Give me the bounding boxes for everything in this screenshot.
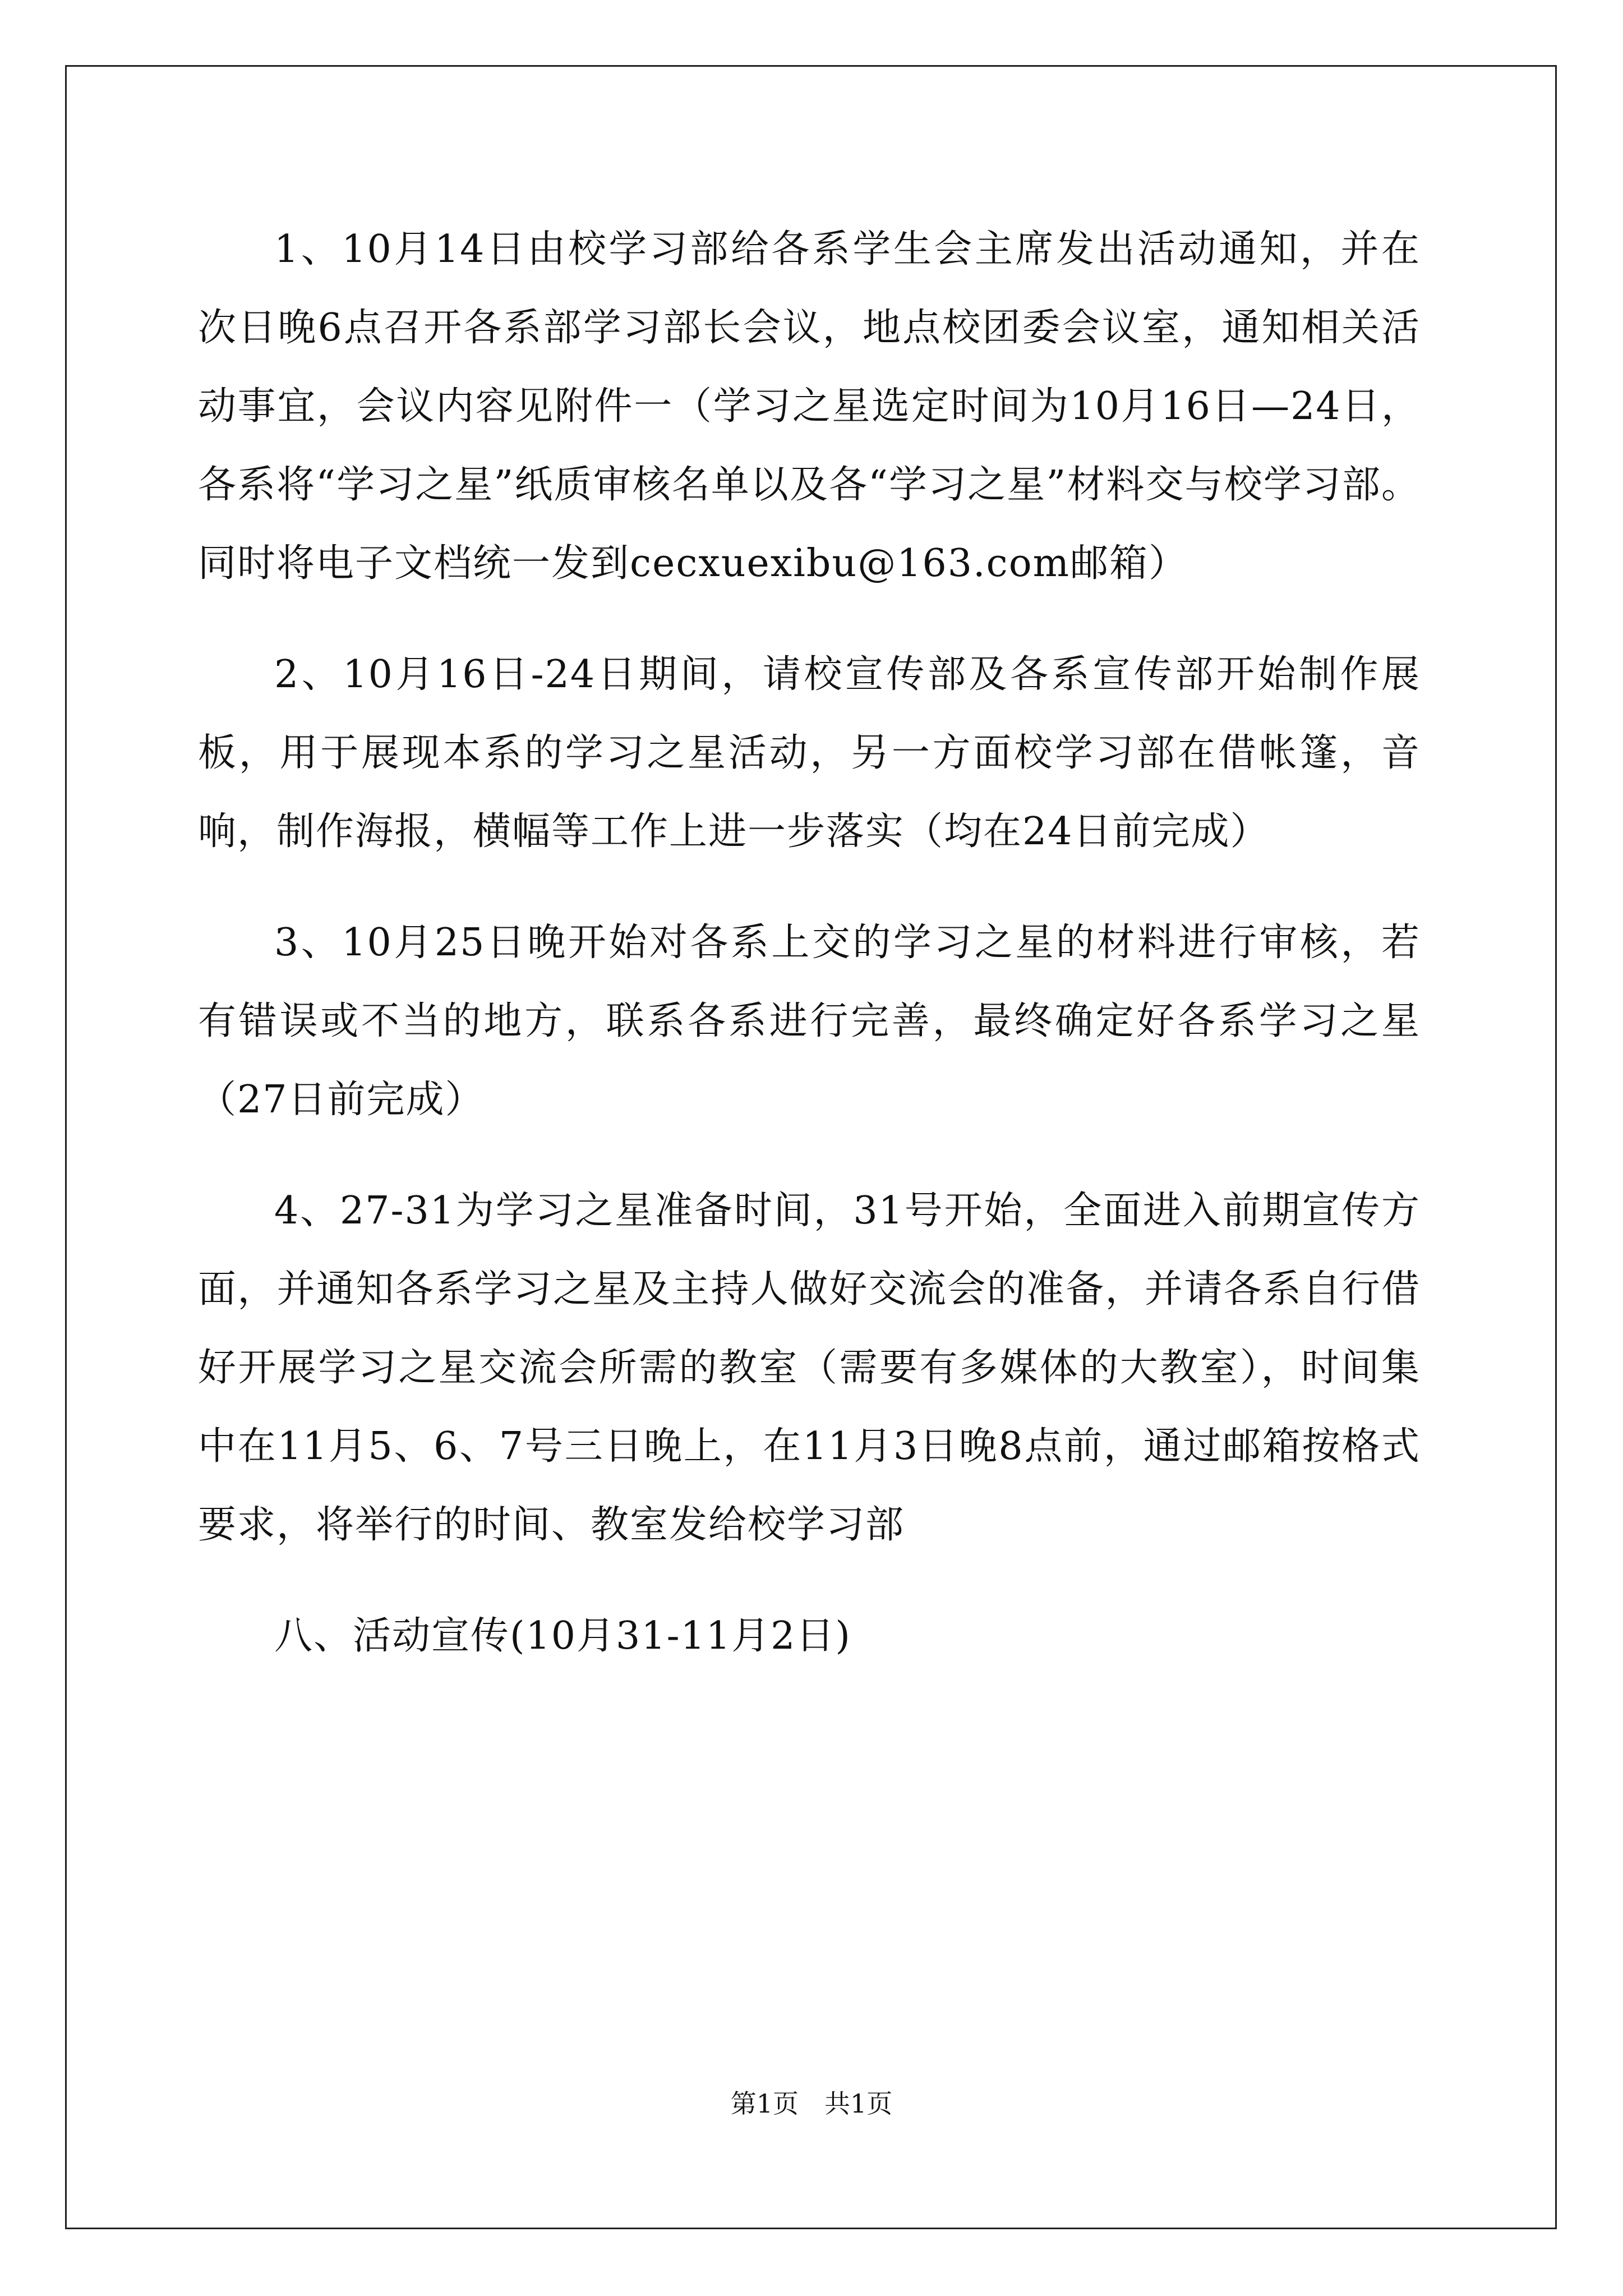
section-heading-8: 八、活动宣传(10月31-11月2日) <box>274 1614 851 1658</box>
page-number-footer: 第1页 共1页 <box>730 2088 893 2119</box>
paragraph-4: 4、27-31为学习之星准备时间，31号开始，全面进入前期宣传方面，并通知各系学习之星及主持人做好交流会的准备，并请各系自行借好开展学习之星交流会所需的教室（需要有多媒体的大教室），时间集中在11月5、6、7号三日晚上，在11月3日晚8点前，通过邮箱按格式要求，将举行的时间、教室发给校学习部 <box>198 1189 1421 1547</box>
paragraph-1: 1、10月14日由校学习部给各系学生会主席发出活动通知，并在次日晚6点召开各系部学习部长会议，地点校团委会议室，通知相关活动事宜，会议内容见附件一（学习之星选定时间为10月16日—24日，各系将“学习之星”纸质审核名单以及各“学习之星”材料交与校学习部。同时将电子文档统一发到cecxuexibu@163.com邮箱） <box>198 227 1421 586</box>
paragraph-2: 2、10月16日-24日期间，请校宣传部及各系宣传部开始制作展板，用于展现本系的学习之星活动，另一方面校学习部在借帐篷，音响，制作海报，横幅等工作上进一步落实（均在24日前完成） <box>198 652 1421 854</box>
paragraph-3: 3、10月25日晚开始对各系上交的学习之星的材料进行审核，若有错误或不当的地方，联系各系进行完善，最终确定好各系学习之星（27日前完成） <box>198 921 1421 1122</box>
document-body <box>198 210 1421 1708</box>
